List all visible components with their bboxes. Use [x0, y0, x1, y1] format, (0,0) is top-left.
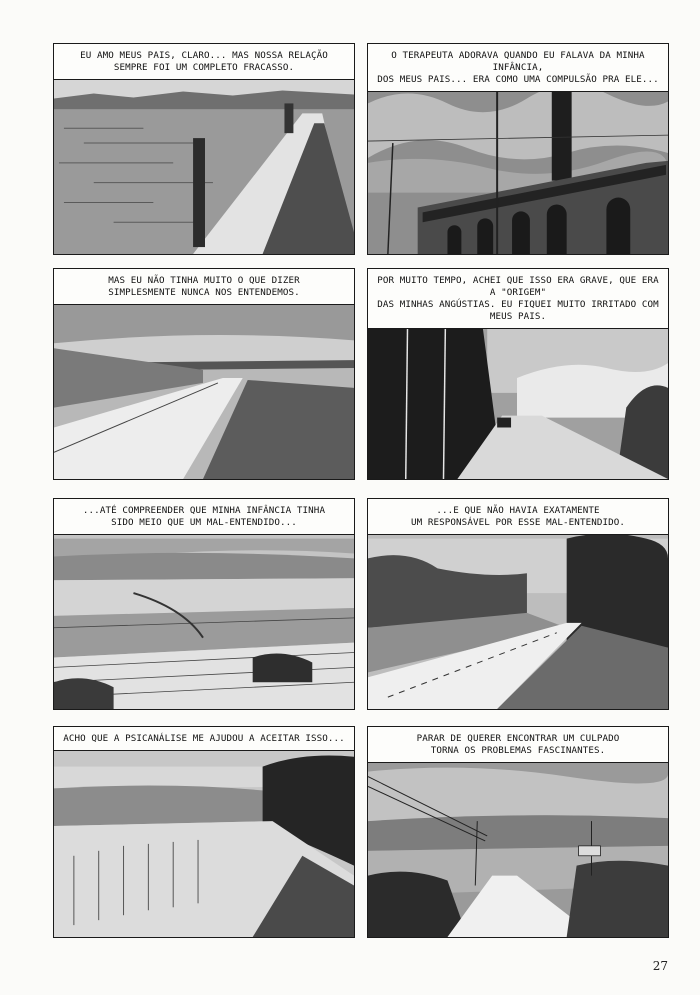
panel-3-highway [53, 268, 355, 480]
panel-4-forest-road [367, 268, 669, 480]
caption-7: ACHO QUE A PSICANÁLISE ME AJUDOU A ACEITAR ISSO... [54, 727, 354, 751]
caption-8: PARAR DE QUERER ENCONTRAR UM CULPADO TORNA OS PROBLEMAS FASCINANTES. [368, 727, 668, 763]
panel-5-fields [53, 498, 355, 710]
panel-6-country-road [367, 498, 669, 710]
panel-1-river-pier [53, 43, 355, 255]
panel-8-power-lines-road [367, 726, 669, 938]
page-number: 27 [652, 959, 668, 973]
caption-4: POR MUITO TEMPO, ACHEI QUE ISSO ERA GRAVE, QUE ERA A "ORIGEM" DAS MINHAS ANGÚSTIAS. EU FIQUEI MUITO IRRITADO COM MEUS PAIS. [368, 269, 668, 329]
panel-7-hillside [53, 726, 355, 938]
panel-2-factory [367, 43, 669, 255]
caption-2: O TERAPEUTA ADORAVA QUANDO EU FALAVA DA MINHA INFÂNCIA, DOS MEUS PAIS... ERA COMO UMA COMPULSÃO PRA ELE... [368, 44, 668, 92]
illustration-hillside-vineyard [54, 727, 354, 937]
caption-5: ...ATÉ COMPREENDER QUE MINHA INFÂNCIA TINHA SIDO MEIO QUE UM MAL-ENTENDIDO... [54, 499, 354, 535]
caption-1: EU AMO MEUS PAIS, CLARO... MAS NOSSA RELAÇÃO SEMPRE FOI UM COMPLETO FRACASSO. [54, 44, 354, 80]
caption-3: MAS EU NÃO TINHA MUITO O QUE DIZER SIMPLESMENTE NUNCA NOS ENTENDEMOS. [54, 269, 354, 305]
caption-6: ...E QUE NÃO HAVIA EXATAMENTE UM RESPONSÁVEL POR ESSE MAL-ENTENDIDO. [368, 499, 668, 535]
